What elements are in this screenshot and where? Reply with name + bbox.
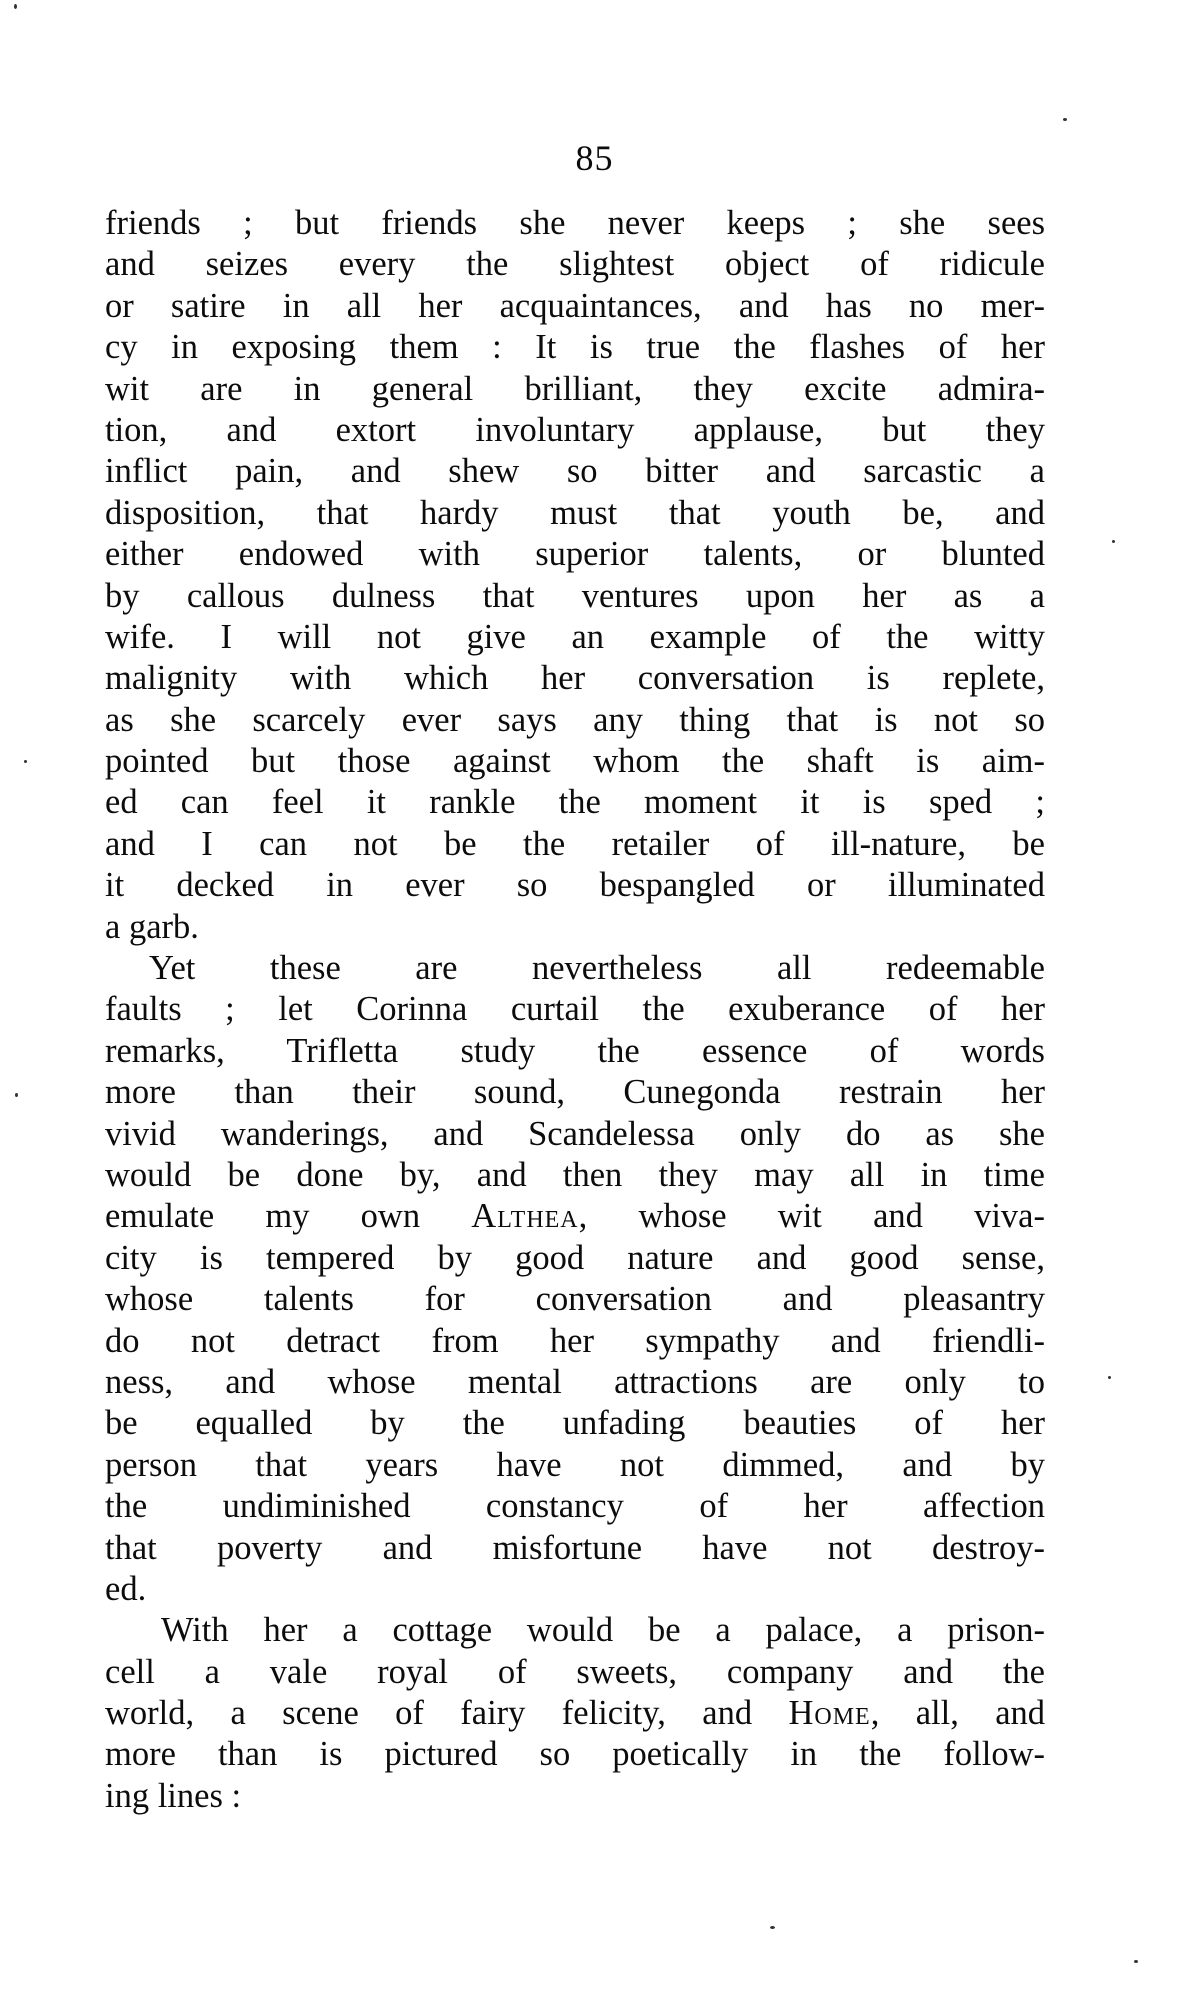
text-line: tion, and extort involuntary applause, but they bbox=[105, 410, 1045, 449]
text-line: or satire in all her acquaintances, and has no mer- bbox=[105, 286, 1045, 325]
text-line: disposition, that hardy must that youth be, and bbox=[105, 493, 1045, 532]
scan-speck bbox=[24, 760, 27, 763]
text-line: ness, and whose mental attractions are only to bbox=[105, 1362, 1045, 1401]
text-line: ed. bbox=[105, 1569, 147, 1608]
text-line: wit are in general brilliant, they excite admira- bbox=[105, 369, 1045, 408]
text-line: be equalled by the unfading beauties of her bbox=[105, 1404, 1045, 1443]
text-line: cy in exposing them : It is true the flashes of her bbox=[105, 328, 1045, 367]
scan-speck bbox=[770, 1926, 775, 1929]
text-line: vivid wanderings, and Scandelessa only do as she bbox=[105, 1114, 1045, 1153]
text-line: it decked in ever so bespangled or illuminated bbox=[105, 866, 1045, 905]
text-line bbox=[105, 1693, 1045, 1734]
text-line: by callous dulness that ventures upon her as a bbox=[105, 576, 1045, 615]
text-line bbox=[105, 1196, 1045, 1237]
text-line: that poverty and misfortune have not destroy- bbox=[105, 1528, 1045, 1567]
text-line: the undiminished constancy of her affection bbox=[105, 1487, 1045, 1526]
text-line: pointed but those against whom the shaft is aim- bbox=[105, 742, 1045, 781]
text-line: ing lines : bbox=[105, 1776, 242, 1815]
text-line: would be done by, and then they may all in time bbox=[105, 1155, 1045, 1194]
name-althea: Althea bbox=[471, 1197, 579, 1236]
paragraph-2 bbox=[105, 948, 1045, 1610]
scan-speck bbox=[15, 1093, 18, 1097]
text-line: either endowed with superior talents, or blunted bbox=[105, 535, 1045, 574]
text-line: inflict pain, and shew so bitter and sarcastic a bbox=[105, 452, 1045, 491]
body-text bbox=[105, 203, 1045, 1817]
text-line: a garb. bbox=[105, 907, 199, 946]
scan-speck bbox=[1108, 1376, 1111, 1379]
text-line: friends ; but friends she never keeps ; she sees bbox=[105, 204, 1045, 242]
text-line: Yet these are nevertheless all redeemable bbox=[149, 949, 1045, 988]
text-line: malignity with which her conversation is replete, bbox=[105, 659, 1045, 698]
text-line: remarks, Trifletta study the essence of words bbox=[105, 1031, 1045, 1070]
scan-speck bbox=[14, 4, 17, 9]
line-text-start: world, a scene of fairy felicity, and bbox=[105, 1694, 789, 1733]
scan-speck bbox=[1112, 540, 1115, 543]
text-line: whose talents for conversation and pleasantry bbox=[105, 1280, 1045, 1319]
line-text-end: , all, and bbox=[870, 1694, 1046, 1733]
scan-speck bbox=[1063, 118, 1067, 121]
scan-speck bbox=[1134, 1960, 1138, 1963]
paragraph-3 bbox=[105, 1610, 1045, 1817]
text-line: more than is pictured so poetically in the follow- bbox=[105, 1735, 1045, 1774]
page-number: 85 bbox=[575, 138, 614, 178]
text-line: city is tempered by good nature and good sense, bbox=[105, 1238, 1045, 1277]
text-line: With her a cottage would be a palace, a prison- bbox=[161, 1611, 1045, 1650]
text-line: cell a vale royal of sweets, company and the bbox=[105, 1652, 1045, 1691]
text-line: wife. I will not give an example of the witty bbox=[105, 617, 1045, 656]
text-line: person that years have not dimmed, and by bbox=[105, 1445, 1045, 1484]
text-line: faults ; let Corinna curtail the exuberance of her bbox=[105, 990, 1045, 1029]
text-line: as she scarcely ever says any thing that is not so bbox=[105, 700, 1045, 739]
text-line: more than their sound, Cunegonda restrain her bbox=[105, 1073, 1045, 1112]
text-line: and I can not be the retailer of ill-nature, be bbox=[105, 824, 1045, 863]
paragraph-1 bbox=[105, 203, 1045, 948]
line-text-end: , whose wit and viva- bbox=[578, 1197, 1045, 1236]
line-text-start: emulate my own bbox=[105, 1197, 472, 1236]
text-line: do not detract from her sympathy and friendli- bbox=[105, 1321, 1045, 1360]
text-line: ed can feel it rankle the moment it is sped ; bbox=[105, 783, 1045, 822]
text-line: and seizes every the slightest object of ridicule bbox=[105, 245, 1045, 284]
word-home: Home bbox=[788, 1694, 871, 1733]
